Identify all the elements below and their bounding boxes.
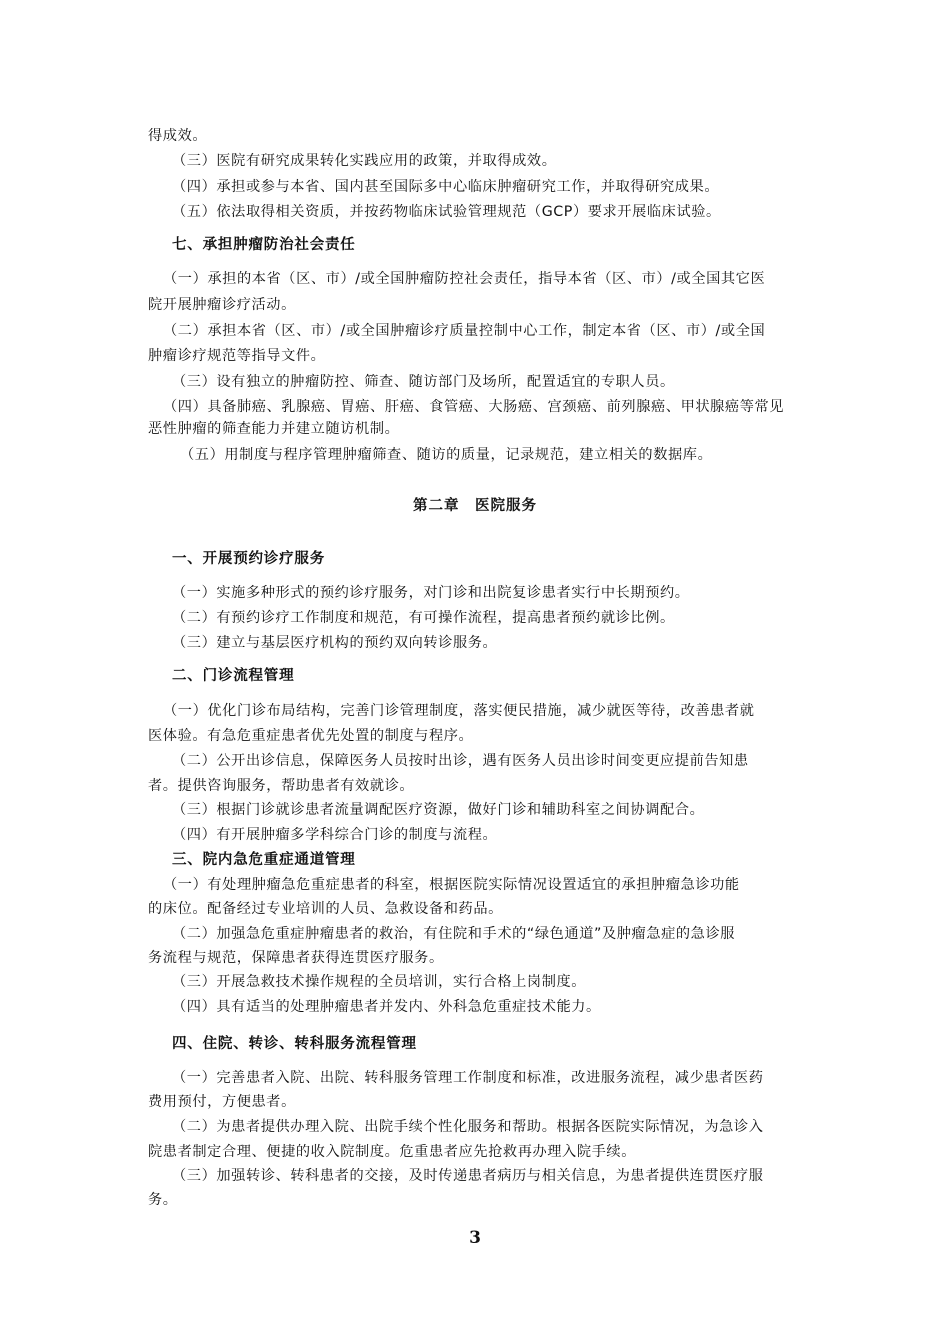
page-number: 3 — [469, 1228, 481, 1248]
section-heading: 四、住院、转诊、转科服务流程管理 — [172, 1036, 417, 1052]
paragraph-line: 肿瘤诊疗规范等指导文件。 — [148, 348, 326, 364]
section-heading: 三、院内急危重症通道管理 — [172, 852, 356, 868]
paragraph-line: 的床位。配备经过专业培训的人员、急救设备和药品。 — [148, 901, 503, 917]
paragraph-line: 恶性肿瘤的筛查能力并建立随访机制。 — [148, 421, 400, 437]
paragraph-line: （四）具有适当的处理肿瘤患者并发内、外科急危重症技术能力。 — [172, 999, 601, 1015]
section-heading: 七、承担肿瘤防治社会责任 — [172, 237, 356, 253]
chapter-title: 第二章 医院服务 — [413, 498, 537, 514]
paragraph-line: （一）承担的本省（区、市）/或全国肿瘤防控社会责任，指导本省（区、市）/或全国其它医 — [163, 271, 766, 287]
paragraph-line: （三）医院有研究成果转化实践应用的政策，并取得成效。 — [172, 153, 557, 169]
paragraph-line: （一）完善患者入院、出院、转科服务管理工作制度和标准，改进服务流程，减少患者医药 — [172, 1070, 764, 1086]
paragraph-line: （四）承担或参与本省、国内甚至国际多中心临床肿瘤研究工作，并取得研究成果。 — [172, 179, 720, 195]
paragraph-line: （二）公开出诊信息，保障医务人员按时出诊，遇有医务人员出诊时间变更应提前告知患 — [172, 753, 749, 769]
paragraph-line: （二）有预约诊疗工作制度和规范，有可操作流程，提高患者预约就诊比例。 — [172, 610, 675, 626]
paragraph-line: （五）依法取得相关资质，并按药物临床试验管理规范（GCP）要求开展临床试验。 — [172, 204, 721, 220]
paragraph-line: （三）建立与基层医疗机构的预约双向转诊服务。 — [172, 635, 498, 651]
paragraph-line: （三）设有独立的肿瘤防控、筛查、随访部门及场所，配置适宜的专职人员。 — [172, 374, 675, 390]
paragraph-line: 得成效。 — [148, 128, 208, 144]
paragraph-line: （一）优化门诊布局结构，完善门诊管理制度，落实便民措施，减少就医等待，改善患者就 — [163, 703, 755, 719]
paragraph-line: 院开展肿瘤诊疗活动。 — [148, 297, 296, 313]
paragraph-line: （五）用制度与程序管理肿瘤筛查、随访的质量，记录规范，建立相关的数据库。 — [180, 447, 713, 463]
section-heading: 一、开展预约诊疗服务 — [172, 551, 325, 567]
paragraph-line: （二）承担本省（区、市）/或全国肿瘤诊疗质量控制中心工作，制定本省（区、市）/或全国 — [163, 323, 766, 339]
paragraph-line: （二）加强急危重症肿瘤患者的救治，有住院和手术的“绿色通道”及肿瘤急症的急诊服 — [172, 926, 736, 942]
paragraph-line: 医体验。有急危重症患者优先处置的制度与程序。 — [148, 728, 474, 744]
paragraph-line: （三）加强转诊、转科患者的交接，及时传递患者病历与相关信息，为患者提供连贯医疗服 — [172, 1168, 764, 1184]
paragraph-line: （一）实施多种形式的预约诊疗服务，对门诊和出院复诊患者实行中长期预约。 — [172, 585, 690, 601]
paragraph-line: 费用预付，方便患者。 — [148, 1094, 296, 1110]
section-heading: 二、门诊流程管理 — [172, 668, 295, 684]
paragraph-line: 者。提供咨询服务，帮助患者有效就诊。 — [148, 778, 415, 794]
paragraph-line: （三）开展急救技术操作规程的全员培训，实行合格上岗制度。 — [172, 974, 587, 990]
paragraph-line: 务流程与规范，保障患者获得连贯医疗服务。 — [148, 950, 444, 966]
paragraph-line: 务。 — [148, 1192, 178, 1208]
paragraph-line: （三）根据门诊就诊患者流量调配医疗资源，做好门诊和辅助科室之间协调配合。 — [172, 802, 705, 818]
paragraph-line: 院患者制定合理、便捷的收入院制度。危重患者应先抢救再办理入院手续。 — [148, 1144, 636, 1160]
paragraph-line: （四）具备肺癌、乳腺癌、胃癌、肝癌、食管癌、大肠癌、宫颈癌、前列腺癌、甲状腺癌等常见 — [163, 399, 785, 415]
paragraph-line: （二）为患者提供办理入院、出院手续个性化服务和帮助。根据各医院实际情况，为急诊入 — [172, 1119, 764, 1135]
paragraph-line: （一）有处理肿瘤急危重症患者的科室，根据医院实际情况设置适宜的承担肿瘤急诊功能 — [163, 877, 740, 893]
paragraph-line: （四）有开展肿瘤多学科综合门诊的制度与流程。 — [172, 827, 498, 843]
